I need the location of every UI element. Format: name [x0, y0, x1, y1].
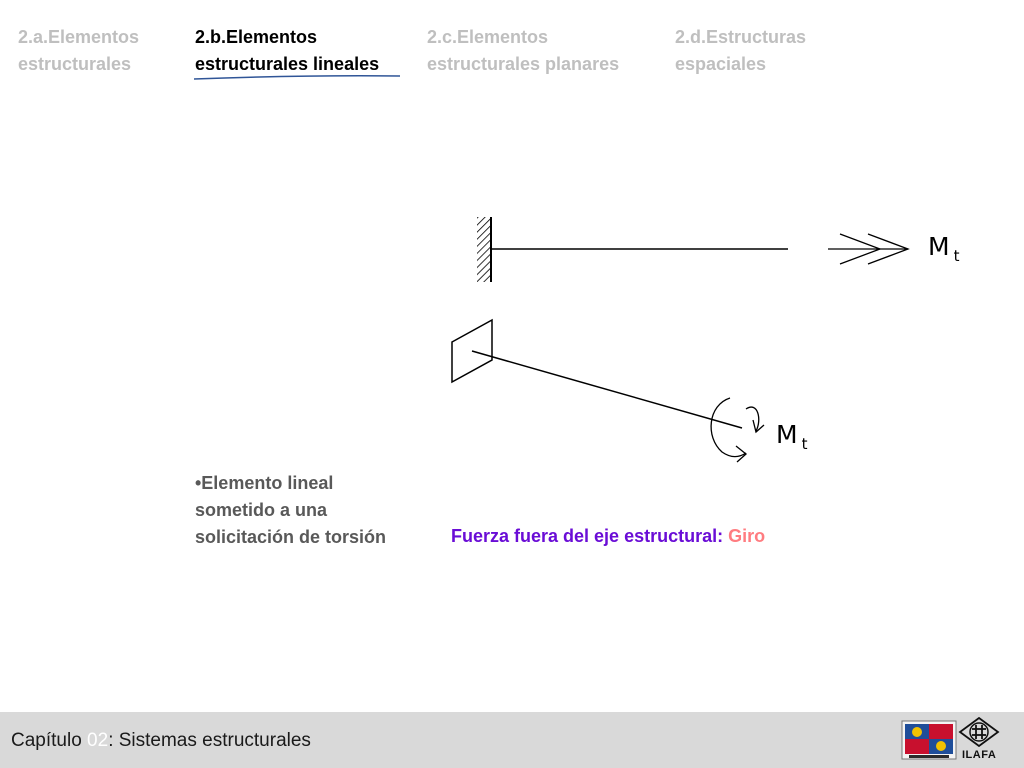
tab-label-line2: espaciales: [675, 54, 767, 74]
rotation-arrow-icon: [711, 398, 764, 462]
footer-bar: [0, 712, 1024, 768]
fixed-support: [477, 217, 491, 282]
tab-label-line2: estructurales: [18, 54, 132, 74]
tab-label-line1: 2.d.Estructuras: [675, 27, 807, 47]
chapter-prefix: Capítulo: [11, 730, 88, 751]
tab-label-line1: 2.b.Elementos: [195, 27, 318, 47]
figure-caption: [451, 526, 765, 547]
beam-oblique: [472, 351, 742, 428]
chapter-number: 02: [87, 730, 109, 751]
torsion-diagram: [440, 205, 980, 465]
ilafa-logo-icon: [958, 717, 1000, 747]
university-shield-icon: [901, 720, 957, 760]
chapter-title: [11, 730, 311, 752]
tab-label-line1: 2.c.Elementos: [427, 27, 549, 47]
caption-accent: Giro: [728, 526, 766, 546]
tab-label-line1: 2.a.Elementos: [18, 27, 140, 47]
active-tab-underline: [0, 0, 1024, 90]
bullet-text: •Elemento lineal sometido a una solicitación de torsión: [195, 473, 387, 547]
moment-label-bottom: M $_t$: [776, 420, 808, 453]
ilafa-logo-text: ILAFA: [962, 749, 997, 761]
chapter-suffix: : Sistemas estructurales: [108, 730, 311, 751]
moment-vector-icon: [828, 234, 908, 264]
tab-label-line2: estructurales lineales: [195, 54, 380, 74]
tab-label-line2: estructurales planares: [427, 54, 620, 74]
moment-label-top: M $_t$: [928, 232, 960, 265]
caption-prefix: Fuerza fuera del eje estructural:: [451, 526, 729, 546]
